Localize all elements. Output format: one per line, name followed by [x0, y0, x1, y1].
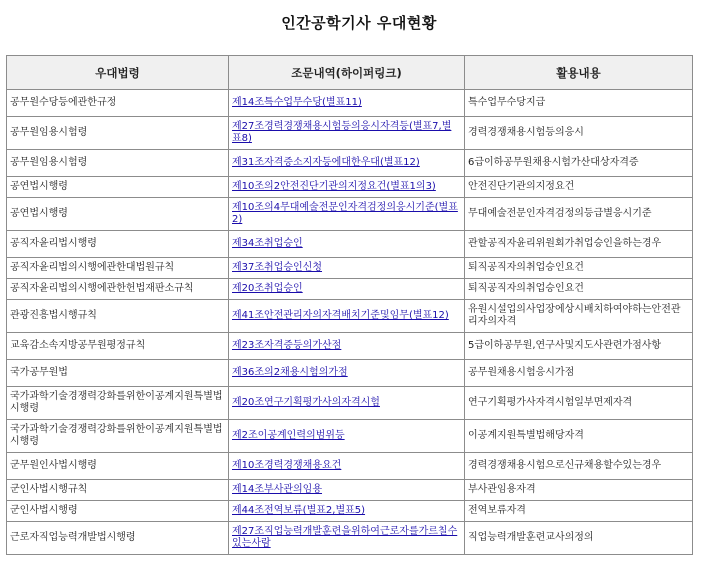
usage-cell: 연구기획평가사자격시험일부면제자격 — [465, 387, 693, 420]
clause-link[interactable]: 제34조취업승인 — [232, 238, 303, 249]
usage-cell: 5급이하공무원,연구사및지도사관련가점사항 — [465, 333, 693, 360]
clause-cell — [229, 279, 465, 300]
clause-link[interactable]: 제36조의2채용시험의가점 — [232, 367, 348, 378]
clause-cell — [229, 387, 465, 420]
clause-cell — [229, 501, 465, 522]
table-row — [7, 387, 693, 420]
clause-link[interactable]: 제10조의2안전진단기관의지정요건(별표1의3) — [232, 181, 436, 192]
usage-cell: 경력경쟁채용시험으로신규채용할수있는경우 — [465, 453, 693, 480]
law-cell: 공연법시행령 — [7, 198, 229, 231]
usage-cell: 이공계지원특별법해당자격 — [465, 420, 693, 453]
header-clause: 조문내역(하이퍼링크) — [229, 56, 465, 90]
law-cell: 공무원임용시험령 — [7, 150, 229, 177]
clause-cell — [229, 198, 465, 231]
law-cell: 공무원임용시험령 — [7, 117, 229, 150]
clause-cell — [229, 300, 465, 333]
law-cell: 공직자윤리법시행령 — [7, 231, 229, 258]
law-cell: 군무원인사법시행령 — [7, 453, 229, 480]
usage-cell: 경력경쟁채용시험등의응시 — [465, 117, 693, 150]
clause-link[interactable]: 제27조경력경쟁채용시험등의응시자격등(별표7,별표8) — [232, 121, 452, 144]
table-row — [7, 117, 693, 150]
law-cell: 군인사법시행규칙 — [7, 480, 229, 501]
law-cell: 공직자윤리법의시행에관한대법원규칙 — [7, 258, 229, 279]
law-cell: 국가공무원법 — [7, 360, 229, 387]
usage-cell: 퇴직공직자의취업승인요건 — [465, 279, 693, 300]
clause-cell — [229, 480, 465, 501]
usage-cell: 공무원채용시험응시가점 — [465, 360, 693, 387]
clause-link[interactable]: 제10조의4무대예술전문인자격검정의응시기준(별표2) — [232, 202, 458, 225]
usage-cell: 6급이하공무원채용시험가산대상자격증 — [465, 150, 693, 177]
clause-link[interactable]: 제27조직업능력개발훈련을위하여근로자를가르칠수있는사람 — [232, 526, 458, 549]
clause-cell — [229, 360, 465, 387]
table-row — [7, 279, 693, 300]
table-row — [7, 231, 693, 258]
usage-cell: 특수업무수당지급 — [465, 90, 693, 117]
table-row — [7, 198, 693, 231]
table-row — [7, 522, 693, 555]
clause-link[interactable]: 제20조연구기획평가사의자격시험 — [232, 397, 380, 408]
clause-cell — [229, 258, 465, 279]
clause-link[interactable]: 제44조전역보류(별표2,별표5) — [232, 505, 366, 516]
usage-cell: 부사관임용자격 — [465, 480, 693, 501]
usage-cell: 유원시설업의사업장에상시배치하여야하는안전관리자의자격 — [465, 300, 693, 333]
clause-cell — [229, 453, 465, 480]
clause-link[interactable]: 제23조자격증등의가산점 — [232, 340, 342, 351]
clause-cell — [229, 117, 465, 150]
clause-cell — [229, 90, 465, 117]
clause-link[interactable]: 제10조경력경쟁채용요건 — [232, 460, 342, 471]
law-cell: 군인사법시행령 — [7, 501, 229, 522]
clause-cell — [229, 231, 465, 258]
clause-cell — [229, 333, 465, 360]
clause-link[interactable]: 제37조취업승인신청 — [232, 262, 323, 273]
table-row — [7, 177, 693, 198]
table-row — [7, 480, 693, 501]
clause-link[interactable]: 제31조자격증소지자등에대한우대(별표12) — [232, 157, 420, 168]
usage-cell: 관할공직자윤리위원회가취업승인을하는경우 — [465, 231, 693, 258]
law-cell: 관광진흥법시행규칙 — [7, 300, 229, 333]
table-row — [7, 90, 693, 117]
law-cell: 공무원수당등에관한규정 — [7, 90, 229, 117]
clause-cell — [229, 150, 465, 177]
table-row — [7, 420, 693, 453]
law-cell: 공연법시행령 — [7, 177, 229, 198]
usage-cell: 직업능력개발훈련교사의정의 — [465, 522, 693, 555]
law-cell: 근로자직업능력개발법시행령 — [7, 522, 229, 555]
clause-link[interactable]: 제2조이공계인력의범위등 — [232, 430, 345, 441]
usage-cell: 안전진단기관의지정요건 — [465, 177, 693, 198]
law-cell: 공직자윤리법의시행에관한헌법재판소규칙 — [7, 279, 229, 300]
usage-cell: 전역보류자격 — [465, 501, 693, 522]
header-usage: 활용내용 — [465, 56, 693, 90]
clause-cell — [229, 177, 465, 198]
law-cell: 교육감소속지방공무원평정규칙 — [7, 333, 229, 360]
clause-cell — [229, 420, 465, 453]
clause-link[interactable]: 제20조취업승인 — [232, 283, 303, 294]
clause-link[interactable]: 제14조부사관의임용 — [232, 484, 323, 495]
law-cell: 국가과학기술경쟁력강화를위한이공계지원특별법시행령 — [7, 420, 229, 453]
clause-link[interactable]: 제41조안전관리자의자격배치기준및임무(별표12) — [232, 310, 449, 321]
table-row — [7, 453, 693, 480]
usage-cell: 퇴직공직자의취업승인요건 — [465, 258, 693, 279]
table-row — [7, 360, 693, 387]
usage-cell: 무대예술전문인자격검정의등급별응시기준 — [465, 198, 693, 231]
law-cell: 국가과학기술경쟁력강화를위한이공계지원특별법시행령 — [7, 387, 229, 420]
page-title: 인간공학기사 우대현황 — [281, 14, 437, 32]
table-row — [7, 150, 693, 177]
header-row — [7, 56, 693, 90]
table-row — [7, 258, 693, 279]
clause-cell — [229, 522, 465, 555]
clause-link[interactable]: 제14조특수업무수당(별표11) — [232, 97, 362, 108]
table-row — [7, 333, 693, 360]
preference-table — [6, 55, 693, 555]
table-row — [7, 501, 693, 522]
header-law: 우대법령 — [7, 56, 229, 90]
table-row — [7, 300, 693, 333]
